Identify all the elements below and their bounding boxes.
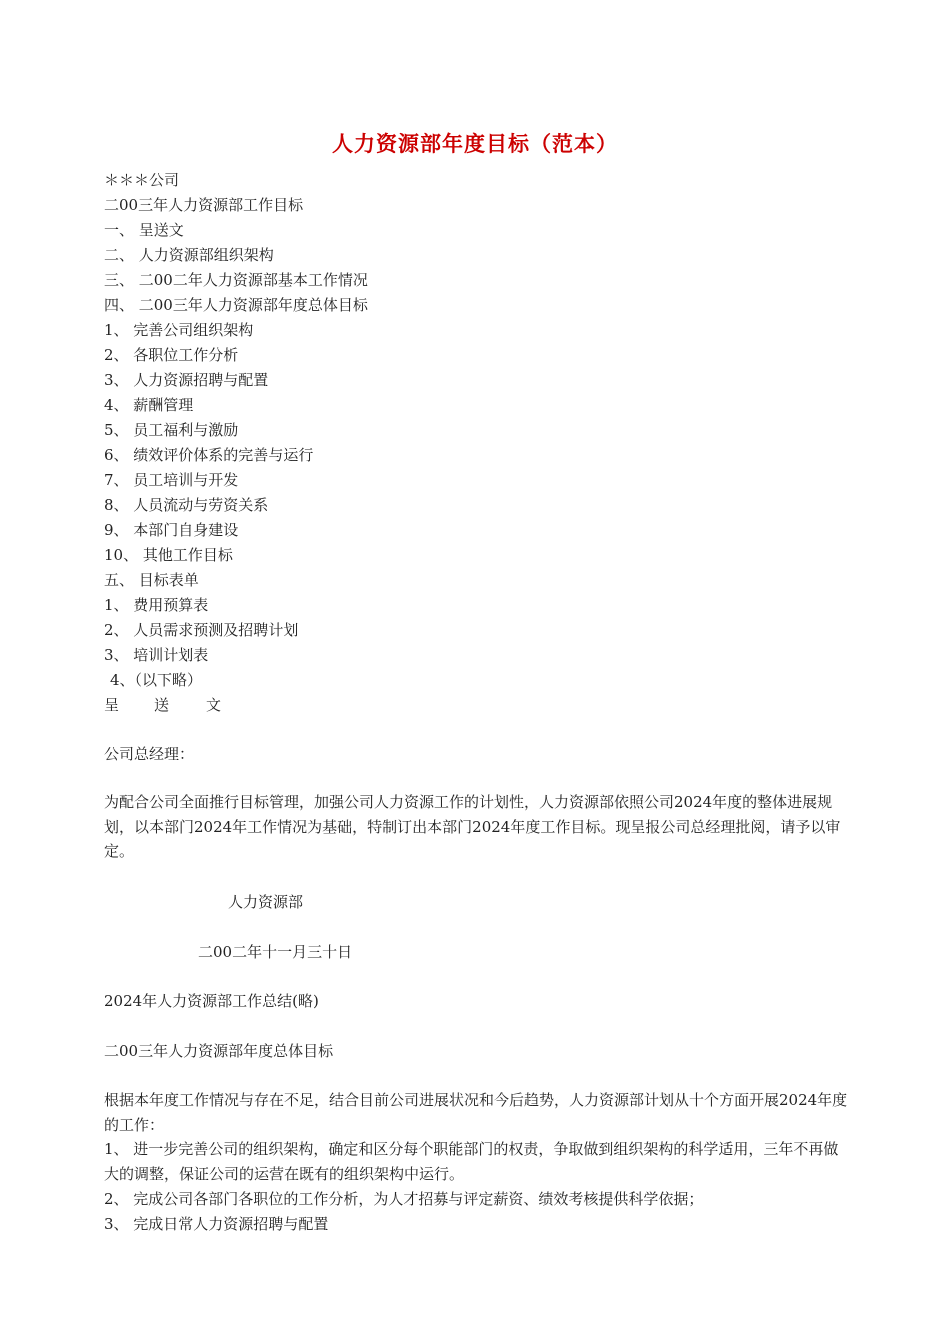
summary-line: 2024年人力资源部工作总结(略) (104, 992, 319, 1010)
signature-department: 人力资源部 (228, 893, 304, 911)
document-subtitle: 二00三年人力资源部工作目标 (104, 196, 304, 214)
toc-item: 3、 人力资源招聘与配置 (104, 371, 269, 389)
toc-item: 三、 二00二年人力资源部基本工作情况 (104, 271, 368, 289)
memo-heading-char: 呈 (104, 696, 120, 714)
toc-item: 1、 完善公司组织架构 (104, 321, 254, 339)
toc-item: 4、（以下略） (110, 671, 203, 689)
toc-item: 4、 薪酬管理 (104, 396, 194, 414)
goals-intro: 根据本年度工作情况与存在不足，结合目前公司进展状况和今后趋势，人力资源部计划从十个方面开展2024年度的工作： (104, 1091, 848, 1134)
goal-item: 1、 进一步完善公司的组织架构，确定和区分每个职能部门的权责，争取做到组织架构的科学适用，三年不再做大的调整，保证公司的运营在既有的组织架构中运行。 (104, 1140, 839, 1183)
goal-item: 3、 完成日常人力资源招聘与配置 (104, 1215, 329, 1233)
toc-item: 9、 本部门自身建设 (104, 521, 239, 539)
toc-item: 6、 绩效评价体系的完善与运行 (104, 446, 314, 464)
toc-item: 2、 人员需求预测及招聘计划 (104, 621, 299, 639)
memo-heading-char: 送 (154, 696, 170, 714)
goals-heading: 二00三年人力资源部年度总体目标 (104, 1042, 334, 1060)
toc-item: 一、 呈送文 (104, 221, 184, 239)
salutation: 公司总经理： (104, 745, 195, 763)
toc-item: 四、 二00三年人力资源部年度总体目标 (104, 296, 368, 314)
memo-heading-char: 文 (206, 696, 222, 714)
toc-item: 8、 人员流动与劳资关系 (104, 496, 269, 514)
memo-heading (104, 695, 221, 715)
company-name: ＊＊＊公司 (104, 171, 180, 189)
signature-date: 二00二年十一月三十日 (198, 943, 353, 961)
toc-item: 二、 人力资源部组织架构 (104, 246, 274, 264)
toc-item: 1、 费用预算表 (104, 596, 209, 614)
goal-item: 2、 完成公司各部门各职位的工作分析，为人才招募与评定薪资、绩效考核提供科学依据； (104, 1190, 704, 1208)
toc-item: 5、 员工福利与激励 (104, 421, 239, 439)
toc-item: 10、 其他工作目标 (104, 546, 233, 564)
document-title: 人力资源部年度目标（范本） (332, 132, 618, 156)
toc-item: 五、 目标表单 (104, 571, 199, 589)
memo-body: 为配合公司全面推行目标管理，加强公司人力资源工作的计划性，人力资源部依照公司2024年度的整体进展规划，以本部门2024年工作情况为基础，特制订出本部门2024年度工作目标。现呈报公司总经理批阅，请予以审定。 (104, 793, 841, 860)
toc-item: 7、 员工培训与开发 (104, 471, 239, 489)
toc-item: 3、 培训计划表 (104, 646, 209, 664)
toc-item: 2、 各职位工作分析 (104, 346, 239, 364)
